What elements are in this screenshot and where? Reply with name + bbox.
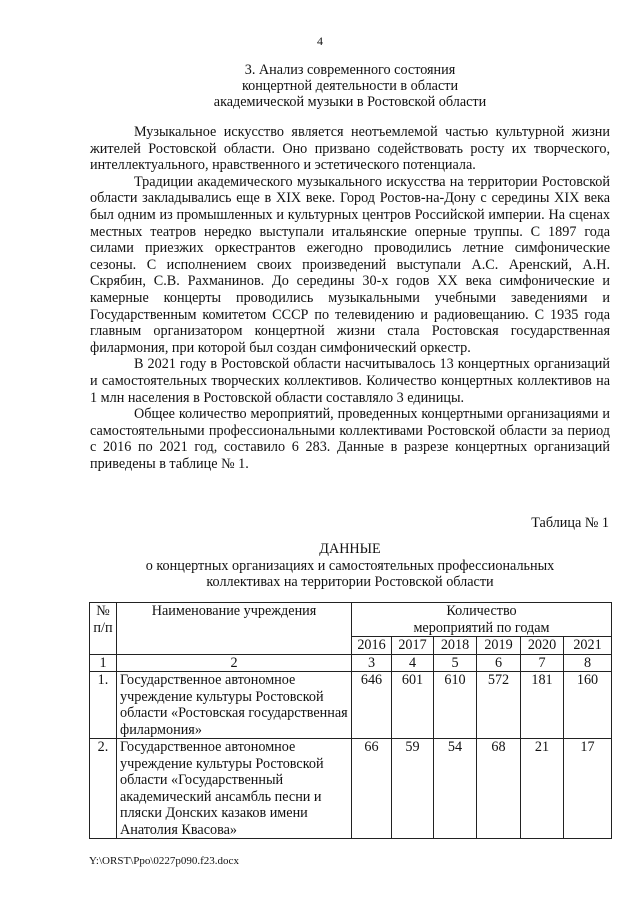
paragraph: Традиции академического музыкального искусства на территории Ростовской области закладывались еще в XIX веке. Город Ростов-на-Дону с середины XIX века был одним из промышленных и культурных центров Российской империи. На сценах местных театров нередко выступали итальянские оперные труппы. С 1897 года силами приезжих оркестрантов ежегодно проводились летние симфонические сезоны. С исполнением своих произведений выступали А.С. Аренский, А.Н. Скрябин, С.В. Рахманинов. До середины 30-х годов XX века симфонические и камерные концерты проводились музыкальными учебными заведениями и Государственным комитетом СССР по телевидению и радиовещанию. С 1935 года главным организатором концертной жизни стала Ростовская государственная филармония, при которой был создан симфонический оркестр. bbox=[90, 173, 610, 356]
row-value: 572 bbox=[477, 672, 521, 739]
row-value: 59 bbox=[392, 739, 434, 839]
page-number: 4 bbox=[317, 34, 323, 48]
section-heading bbox=[90, 62, 610, 110]
table-row bbox=[90, 739, 612, 839]
header-year: 2017 bbox=[392, 637, 434, 655]
table-label: Таблица № 1 bbox=[531, 515, 609, 531]
row-value: 21 bbox=[521, 739, 564, 839]
paragraph: Музыкальное искусство является неотъемлемой частью культурной жизни жителей Ростовской области. Оно призвано содействовать росту их творческого, интеллектуального, нравственного и эстетического потенциала. bbox=[90, 124, 610, 174]
row-value: 610 bbox=[434, 672, 477, 739]
index-cell: 4 bbox=[392, 654, 434, 672]
row-value: 54 bbox=[434, 739, 477, 839]
index-cell: 6 bbox=[477, 654, 521, 672]
heading-line: 3. Анализ современного состояния bbox=[244, 62, 456, 78]
table-row bbox=[90, 672, 612, 739]
header-year: 2018 bbox=[434, 637, 477, 655]
row-value: 68 bbox=[477, 739, 521, 839]
header-year: 2020 bbox=[521, 637, 564, 655]
header-year: 2021 bbox=[564, 637, 612, 655]
file-path-footer: Y:\ORST\Ppo\0227p090.f23.docx bbox=[89, 855, 239, 867]
row-value: 160 bbox=[564, 672, 612, 739]
index-cell: 8 bbox=[564, 654, 612, 672]
table-index-row bbox=[90, 654, 612, 672]
heading-line: концертной деятельности в области bbox=[241, 78, 459, 94]
header-name: Наименование учреждения bbox=[117, 603, 352, 655]
row-value: 601 bbox=[392, 672, 434, 739]
index-cell: 7 bbox=[521, 654, 564, 672]
paragraph: Общее количество мероприятий, проведенных концертными организациями и самостоятельными профессиональными коллективами Ростовской области за период с 2016 по 2021 год, составило 6 283. Данные в разрезе концертных организаций приведены в таблице № 1. bbox=[90, 406, 610, 472]
table-header-row bbox=[90, 603, 612, 637]
row-name: Государственное автономное учреждение культуры Ростовской области «Государственный академический ансамбль песни и пляски Донских казаков имени Анатолия Квасова» bbox=[117, 739, 352, 839]
index-cell: 1 bbox=[90, 654, 117, 672]
table-title-main: ДАННЫЕ bbox=[319, 541, 381, 557]
index-cell: 3 bbox=[352, 654, 392, 672]
header-num: № п/п bbox=[90, 603, 117, 655]
row-num: 1. bbox=[90, 672, 117, 739]
table-title bbox=[90, 541, 610, 590]
index-cell: 5 bbox=[434, 654, 477, 672]
heading-line: академической музыки в Ростовской области bbox=[213, 94, 487, 110]
table-title-sub: о концертных организациях и самостоятельных профессиональных коллективах на территории Ростовской области bbox=[145, 558, 555, 590]
row-num: 2. bbox=[90, 739, 117, 839]
body-text bbox=[90, 124, 610, 472]
data-table bbox=[89, 602, 612, 839]
header-year: 2019 bbox=[477, 637, 521, 655]
row-value: 66 bbox=[352, 739, 392, 839]
row-value: 646 bbox=[352, 672, 392, 739]
header-year: 2016 bbox=[352, 637, 392, 655]
row-value: 17 bbox=[564, 739, 612, 839]
row-value: 181 bbox=[521, 672, 564, 739]
index-cell: 2 bbox=[117, 654, 352, 672]
paragraph: В 2021 году в Ростовской области насчитывалось 13 концертных организаций и самостоятельных творческих коллективов. Количество концертных коллективов на 1 млн населения в Ростовской области составляло 3 единицы. bbox=[90, 356, 610, 406]
header-group: Количество мероприятий по годам bbox=[352, 603, 612, 637]
row-name: Государственное автономное учреждение культуры Ростовской области «Ростовская государственная филармония» bbox=[117, 672, 352, 739]
